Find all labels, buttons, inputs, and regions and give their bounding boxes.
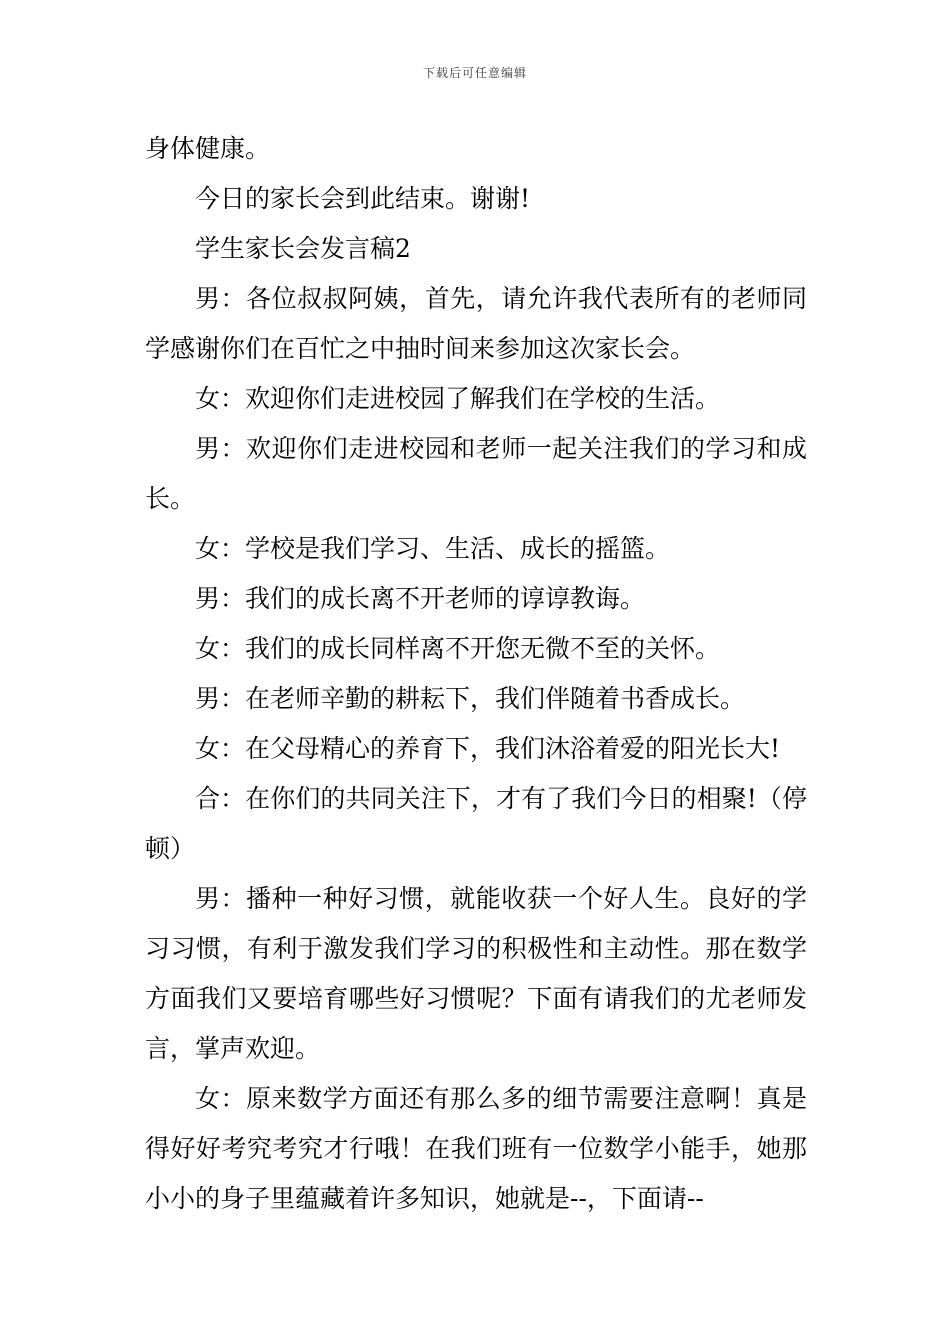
paragraph-dialogue: 男：在老师辛勤的耕耘下，我们伴随着书香成长。	[195, 684, 746, 713]
paragraph-dialogue: 男：我们的成长离不开老师的谆谆教诲。	[195, 584, 646, 613]
header-note: 下载后可任意编辑	[422, 66, 527, 80]
paragraph-continuation: 身体健康。	[145, 134, 271, 163]
paragraph-dialogue: 男：各位叔叔阿姨，首先，请允许我代表所有的老师同学感谢你们在百忙之中抽时间来参加这次家长会。	[145, 284, 807, 363]
paragraph-dialogue: 女：我们的成长同样离不开您无微不至的关怀。	[195, 634, 721, 663]
document-body	[145, 124, 807, 1224]
paragraph-dialogue: 女：在父母精心的养育下，我们沐浴着爱的阳光长大!	[195, 734, 781, 763]
paragraph-dialogue: 女：原来数学方面还有那么多的细节需要注意啊！真是得好好考究考究才行哦！在我们班有一位数学小能手，她那小小的身子里蕴藏着许多知识，她就是--，下面请--	[145, 1084, 807, 1213]
paragraph-dialogue: 女：欢迎你们走进校园了解我们在学校的生活。	[195, 384, 721, 413]
paragraph-dialogue: 女：学校是我们学习、生活、成长的摇篮。	[195, 534, 671, 563]
paragraph-dialogue: 男：播种一种好习惯，就能收获一个好人生。良好的学习习惯，有利于激发我们学习的积极性和主动性。那在数学方面我们又要培育哪些好习惯呢？下面有请我们的尤老师发言，掌声欢迎。	[145, 884, 807, 1063]
paragraph-closing: 今日的家长会到此结束。谢谢!	[195, 184, 531, 213]
paragraph-dialogue: 男：欢迎你们走进校园和老师一起关注我们的学习和成长。	[145, 434, 807, 513]
section-heading: 学生家长会发言稿2	[195, 234, 411, 263]
paragraph-dialogue: 合：在你们的共同关注下，才有了我们今日的相聚!（停顿）	[145, 784, 807, 863]
